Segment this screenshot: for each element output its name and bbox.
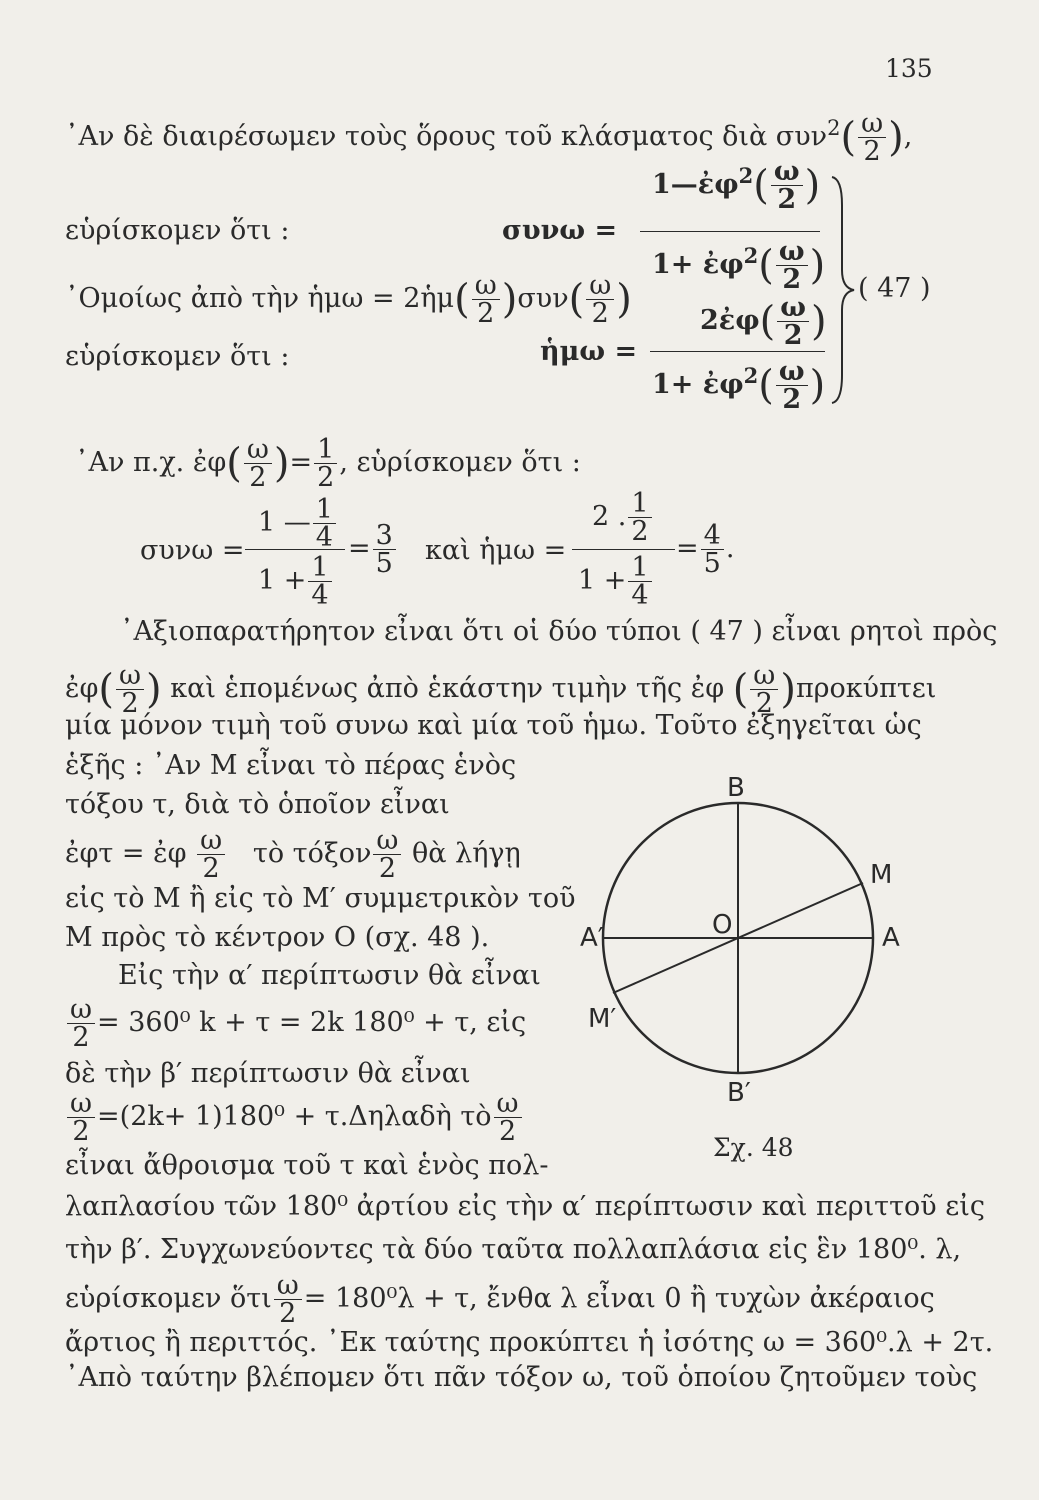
- sin-numerator: 2ἐφ( $\frac{\omega}{2}$ ): [700, 292, 827, 351]
- para-line-8: Μ πρὸς τὸ κέντρον Ο (σχ. 48 ).: [65, 922, 490, 953]
- para-line-13: εἶναι ἄθροισμα τοῦ τ καὶ ἑνὸς πολ-: [65, 1150, 549, 1181]
- label-O: Ο: [712, 910, 733, 940]
- para-line-6: ἐφτ = ἐφ $\frac{\omega}{2}$ τὸ τόξον $\frac{\omega}{2}$ θὰ λήγῃ: [65, 825, 521, 884]
- equation-label: ( 47 ): [858, 273, 931, 304]
- para-line-17: ἄρτιος ἢ περιττός. ᾿Εκ ταύτης προκύπτει ἡ ἰσότης ω = 360⁰.λ + 2τ.: [65, 1327, 994, 1358]
- example-cos-den: 1 + $\frac{1}{4}$: [258, 554, 334, 609]
- example-cos-result: = $\frac{3}{5}$: [348, 522, 398, 577]
- para-line-1: ᾿Αξιοπαρατήρητον εἶναι ὅτι οἱ δύο τύποι ( 47 ) εἶναι ρητοὶ πρὸς: [120, 616, 998, 647]
- para-line-3: μία μόνον τιμὴ τοῦ συνω καὶ μία τοῦ ἡμω. Τοῦτο ἐξηγεῖται ὡς: [65, 710, 922, 741]
- label-M: Μ: [870, 860, 893, 890]
- line1-tail: ,: [903, 121, 913, 152]
- example-cos-num: 1 — $\frac{1}{4}$: [258, 496, 338, 551]
- example-sin-bar: [572, 549, 675, 550]
- system-brace-icon: [828, 175, 858, 405]
- sin-lhs: ἡμω =: [540, 336, 638, 367]
- para-line-4: ἑξῆς : ᾿Αν Μ εἶναι τὸ πέρας ἑνὸς: [65, 750, 517, 781]
- cos-denominator: 1+ ἐφ$^2$( $\frac{\omega}{2}$ ): [652, 236, 826, 295]
- line1-frac-den: 2: [863, 136, 881, 167]
- para-line-14: λαπλασίου τῶν 180⁰ ἀρτίου εἰς τὴν α′ περίπτωσιν καὶ περιττοῦ εἰς: [65, 1191, 986, 1222]
- para-line-10: $\frac{\omega}{2}$ = 360⁰ k + τ = 2k 180⁰ + τ, εἰς: [65, 996, 526, 1051]
- example-sin-lhs: καὶ ἡμω =: [425, 535, 567, 566]
- example-cos-lhs: συνω =: [140, 535, 245, 566]
- label-A-prime: Α′: [580, 923, 604, 953]
- figure-48-circle-diagram: [590, 760, 920, 1110]
- line1-sup: 2: [827, 116, 841, 140]
- sin-fraction-bar: [650, 351, 825, 352]
- example-sin-den: 1 + $\frac{1}{4}$: [578, 554, 654, 609]
- figure-caption: Σχ. 48: [713, 1133, 794, 1162]
- para-line-15: τὴν β′. Συγχωνεύοντες τὰ δύο ταῦτα πολλαπλάσια εἰς ἓν 180⁰. λ,: [65, 1234, 962, 1265]
- label-A: Α: [882, 923, 900, 953]
- sin-denominator: 1+ ἐφ$^2$( $\frac{\omega}{2}$ ): [652, 356, 826, 415]
- page-number: 135: [885, 54, 933, 83]
- cos-lead-text: εὑρίσκομεν ὅτι :: [65, 215, 290, 246]
- para-line-12: $\frac{\omega}{2}$ =(2k+ 1)180⁰ + τ.Δηλαδὴ τὸ $\frac{\omega}{2}$: [65, 1090, 524, 1145]
- para-line-18: ᾿Απὸ ταύτην βλέπομεν ὅτι πᾶν τόξον ω, τοῦ ὁποίου ζητοῦμεν τοὺς: [65, 1362, 978, 1393]
- cos-numerator: 1—ἐφ$^2$( $\frac{\omega}{2}$ ): [652, 156, 821, 215]
- para-line-2: ἐφ( $\frac{\omega}{2}$ ) καὶ ἑπομένως ἀπὸ ἑκάστην τιμὴν τῆς ἐφ ( $\frac{\omega}{2}$ )προκύπτει: [65, 660, 937, 719]
- example-line: ᾿Αν π.χ. ἐφ( $\frac{\omega}{2}$ )= $\frac{1}{2}$ , εὑρίσκομεν ὅτι :: [75, 434, 581, 493]
- example-cos-bar: [245, 549, 345, 550]
- example-sin-num: 2 . $\frac{1}{2}$: [592, 490, 654, 545]
- line1-frac-num: ω: [858, 110, 886, 138]
- label-B: Β: [727, 773, 745, 803]
- label-M-prime: Μ′: [588, 1004, 617, 1034]
- cos-lhs: συνω =: [502, 215, 618, 246]
- para-line-9: Εἰς τὴν α′ περίπτωσιν θὰ εἶναι: [118, 960, 541, 991]
- cos-fraction-bar: [640, 231, 820, 232]
- sin-lead-text: εὑρίσκομεν ὅτι :: [65, 341, 290, 372]
- example-sin-result: = $\frac{4}{5}$ .: [676, 520, 735, 579]
- sin-intro-line: ᾿Ομοίως ἀπὸ τὴν ἡμω = 2ἡμ( $\frac{\omega}{2}$ )συν( $\frac{\omega}{2}$ ): [65, 270, 632, 329]
- label-B-prime: Β′: [727, 1078, 751, 1108]
- para-line-7: εἰς τὸ Μ ἢ εἰς τὸ Μ′ συμμετρικὸν τοῦ: [65, 883, 576, 914]
- para-line-5: τόξου τ, διὰ τὸ ὁποῖον εἶναι: [65, 789, 450, 820]
- line1-text: ᾿Αν δὲ διαιρέσωμεν τοὺς ὅρους τοῦ κλάσματος διὰ συν: [65, 121, 828, 152]
- text-line-1: ᾿Αν δὲ διαιρέσωμεν τοὺς ὅρους τοῦ κλάσματος διὰ συν$^2$( $\frac{\omega}{2}$ ),: [65, 108, 913, 167]
- para-line-16: εὑρίσκομεν ὅτι $\frac{\omega}{2}$ = 180⁰λ + τ, ἔνθα λ εἶναι 0 ἢ τυχὼν ἀκέραιος: [65, 1270, 935, 1329]
- para-line-11: δὲ τὴν β′ περίπτωσιν θὰ εἶναι: [65, 1058, 471, 1089]
